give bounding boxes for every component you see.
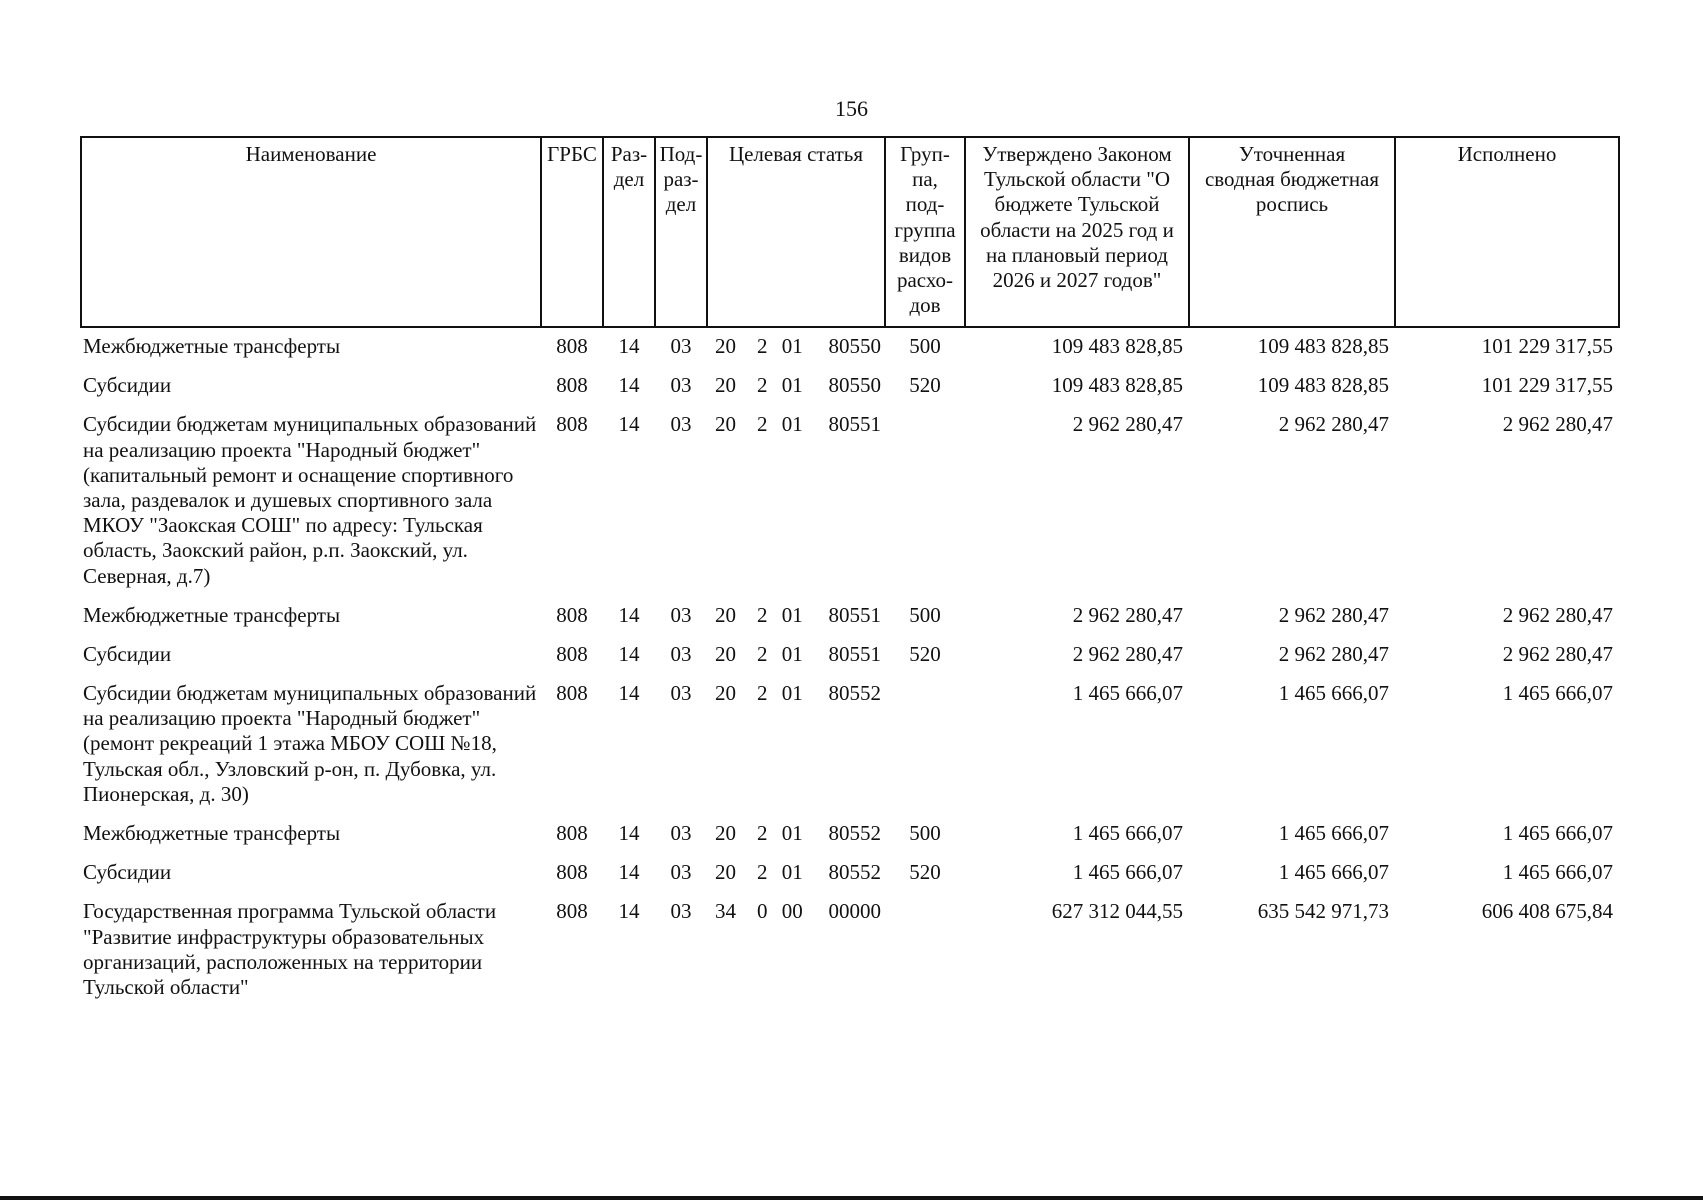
row-ts1: 20 bbox=[715, 602, 736, 627]
row-name: Субсидии bbox=[83, 641, 172, 666]
header-grbs: ГРБС bbox=[541, 137, 603, 327]
row-podrazdel: 03 bbox=[670, 412, 692, 437]
row-podrazdel: 03 bbox=[670, 821, 692, 845]
row-refined: 109 483 828,85 bbox=[1257, 334, 1389, 358]
row-ts2: 0 bbox=[757, 899, 768, 924]
row-name: Субсидии бюджетам муниципальных образований на реализацию проекта "Народный бюджет" (капитальный ремонт и оснащение спортивного зала, раздевалок и душевых спортивного зала МКОУ "Заокская СОШ" по адресу: Тульская область, Заокский район, р.п. Заокский, ул. Северная, д.7) bbox=[83, 412, 537, 588]
row-grbs: 808 bbox=[556, 373, 588, 398]
row-ts4: 00000 bbox=[828, 899, 881, 924]
row-grbs: 808 bbox=[556, 821, 588, 845]
row-ts3: 01 bbox=[781, 681, 803, 706]
table-row bbox=[81, 636, 1619, 675]
row-tselevaya bbox=[707, 815, 885, 854]
table-header-row bbox=[81, 137, 1619, 327]
row-name: Субсидии bbox=[83, 860, 172, 885]
row-grbs: 808 bbox=[556, 334, 588, 358]
row-ts1: 20 bbox=[715, 412, 736, 437]
header-podrazdel: Под- раз- дел bbox=[655, 137, 707, 327]
row-podrazdel: 03 bbox=[670, 860, 692, 885]
row-tselevaya bbox=[707, 854, 885, 893]
row-ts3: 01 bbox=[781, 412, 803, 437]
row-executed: 1 465 666,07 bbox=[1502, 681, 1613, 706]
row-name: Субсидии bbox=[83, 373, 172, 398]
row-executed: 2 962 280,47 bbox=[1502, 412, 1613, 437]
row-ts2: 2 bbox=[757, 821, 768, 845]
row-podrazdel: 03 bbox=[670, 899, 692, 924]
row-gruppa bbox=[885, 406, 965, 596]
row-ts1: 20 bbox=[715, 373, 736, 398]
row-executed: 1 465 666,07 bbox=[1502, 860, 1613, 885]
row-refined: 109 483 828,85 bbox=[1257, 373, 1389, 398]
row-refined: 2 962 280,47 bbox=[1278, 412, 1389, 437]
row-ts3: 01 bbox=[781, 334, 803, 358]
row-podrazdel: 03 bbox=[670, 681, 692, 706]
row-ts4: 80550 bbox=[828, 373, 881, 398]
row-ts2: 2 bbox=[757, 334, 768, 358]
row-ts4: 80550 bbox=[828, 334, 881, 358]
row-ts1: 20 bbox=[715, 641, 736, 666]
row-ts2: 2 bbox=[757, 412, 768, 437]
row-executed: 2 962 280,47 bbox=[1502, 602, 1613, 627]
row-approved: 2 962 280,47 bbox=[1072, 412, 1183, 437]
row-grbs: 808 bbox=[556, 860, 588, 885]
row-name: Межбюджетные трансферты bbox=[83, 334, 341, 358]
budget-table bbox=[80, 136, 1620, 1008]
row-ts2: 2 bbox=[757, 860, 768, 885]
table-row bbox=[81, 367, 1619, 406]
row-refined: 2 962 280,47 bbox=[1278, 641, 1389, 666]
row-refined: 1 465 666,07 bbox=[1278, 860, 1389, 885]
row-gruppa: 500 bbox=[909, 334, 941, 358]
row-executed: 1 465 666,07 bbox=[1502, 821, 1613, 845]
header-refined: Уточненная сводная бюджетная роспись bbox=[1189, 137, 1395, 327]
row-razdel: 14 bbox=[618, 860, 640, 885]
row-approved: 2 962 280,47 bbox=[1072, 641, 1183, 666]
row-podrazdel: 03 bbox=[670, 602, 692, 627]
row-tselevaya bbox=[707, 893, 885, 1008]
row-grbs: 808 bbox=[556, 641, 588, 666]
row-tselevaya bbox=[707, 675, 885, 815]
table-row bbox=[81, 327, 1619, 367]
row-ts4: 80552 bbox=[828, 681, 881, 706]
row-approved: 1 465 666,07 bbox=[1072, 821, 1183, 845]
row-executed: 101 229 317,55 bbox=[1481, 334, 1613, 358]
row-executed: 101 229 317,55 bbox=[1481, 373, 1613, 398]
row-ts4: 80552 bbox=[828, 821, 881, 845]
row-tselevaya bbox=[707, 367, 885, 406]
row-gruppa bbox=[885, 893, 965, 1008]
header-gruppa: Груп- па, под- группа видов расхо- дов bbox=[885, 137, 965, 327]
row-approved: 2 962 280,47 bbox=[1072, 602, 1183, 627]
row-ts4: 80552 bbox=[828, 860, 881, 885]
row-tselevaya bbox=[707, 406, 885, 596]
row-tselevaya bbox=[707, 636, 885, 675]
row-razdel: 14 bbox=[618, 821, 640, 845]
row-grbs: 808 bbox=[556, 681, 588, 706]
row-name: Государственная программа Тульской области "Развитие инфраструктуры образовательных организаций, расположенных на территории Тульской области" bbox=[83, 899, 497, 999]
page-number: 156 bbox=[835, 96, 868, 121]
row-ts3: 00 bbox=[781, 899, 803, 924]
table-row bbox=[81, 675, 1619, 815]
row-ts3: 01 bbox=[781, 641, 803, 666]
row-ts1: 20 bbox=[715, 681, 736, 706]
row-grbs: 808 bbox=[556, 602, 588, 627]
row-ts1: 34 bbox=[715, 899, 736, 924]
table-row bbox=[81, 854, 1619, 893]
header-name: Наименование bbox=[81, 137, 541, 327]
row-approved: 109 483 828,85 bbox=[1051, 373, 1183, 398]
row-gruppa bbox=[885, 675, 965, 815]
row-gruppa: 520 bbox=[909, 860, 941, 885]
row-razdel: 14 bbox=[618, 334, 640, 358]
row-ts3: 01 bbox=[781, 821, 803, 845]
row-razdel: 14 bbox=[618, 641, 640, 666]
row-razdel: 14 bbox=[618, 681, 640, 706]
row-approved: 1 465 666,07 bbox=[1072, 681, 1183, 706]
row-gruppa: 500 bbox=[909, 602, 941, 627]
row-gruppa: 520 bbox=[909, 641, 941, 666]
row-ts1: 20 bbox=[715, 821, 736, 845]
header-executed: Исполнено bbox=[1395, 137, 1619, 327]
row-approved: 109 483 828,85 bbox=[1051, 334, 1183, 358]
row-razdel: 14 bbox=[618, 373, 640, 398]
row-grbs: 808 bbox=[556, 899, 588, 924]
row-razdel: 14 bbox=[618, 412, 640, 437]
row-name: Субсидии бюджетам муниципальных образований на реализацию проекта "Народный бюджет" (ремонт рекреаций 1 этажа МБОУ СОШ №18, Тульская обл., Узловский р-он, п. Дубовка, ул. Пионерская, д. 30) bbox=[83, 681, 537, 806]
row-executed: 606 408 675,84 bbox=[1481, 899, 1613, 924]
header-approved: Утверждено Законом Тульской области "О бюджете Тульской области на 2025 год и на плановый период 2026 и 2027 годов" bbox=[965, 137, 1189, 327]
row-ts2: 2 bbox=[757, 373, 768, 398]
row-ts3: 01 bbox=[781, 602, 803, 627]
row-ts3: 01 bbox=[781, 860, 803, 885]
row-grbs: 808 bbox=[556, 412, 588, 437]
row-refined: 1 465 666,07 bbox=[1278, 681, 1389, 706]
row-tselevaya bbox=[707, 327, 885, 367]
header-tselevaya: Целевая статья bbox=[707, 137, 885, 327]
row-podrazdel: 03 bbox=[670, 641, 692, 666]
row-ts2: 2 bbox=[757, 641, 768, 666]
row-razdel: 14 bbox=[618, 602, 640, 627]
row-ts3: 01 bbox=[781, 373, 803, 398]
row-executed: 2 962 280,47 bbox=[1502, 641, 1613, 666]
row-ts1: 20 bbox=[715, 860, 736, 885]
row-gruppa: 500 bbox=[909, 821, 941, 845]
row-approved: 627 312 044,55 bbox=[1051, 899, 1183, 924]
table-row bbox=[81, 597, 1619, 636]
bottom-rule bbox=[0, 1196, 1703, 1200]
row-podrazdel: 03 bbox=[670, 334, 692, 358]
row-refined: 635 542 971,73 bbox=[1257, 899, 1389, 924]
row-refined: 1 465 666,07 bbox=[1278, 821, 1389, 845]
row-ts4: 80551 bbox=[828, 641, 881, 666]
row-ts4: 80551 bbox=[828, 412, 881, 437]
row-ts4: 80551 bbox=[828, 602, 881, 627]
row-podrazdel: 03 bbox=[670, 373, 692, 398]
table-row bbox=[81, 406, 1619, 596]
row-name: Межбюджетные трансферты bbox=[83, 602, 341, 627]
row-name: Межбюджетные трансферты bbox=[83, 821, 341, 845]
row-ts2: 2 bbox=[757, 681, 768, 706]
row-approved: 1 465 666,07 bbox=[1072, 860, 1183, 885]
table-row bbox=[81, 893, 1619, 1008]
row-ts1: 20 bbox=[715, 334, 736, 358]
row-razdel: 14 bbox=[618, 899, 640, 924]
table-row bbox=[81, 815, 1619, 854]
row-tselevaya bbox=[707, 597, 885, 636]
row-refined: 2 962 280,47 bbox=[1278, 602, 1389, 627]
row-gruppa: 520 bbox=[909, 373, 941, 398]
row-ts2: 2 bbox=[757, 602, 768, 627]
header-razdel: Раз- дел bbox=[603, 137, 655, 327]
